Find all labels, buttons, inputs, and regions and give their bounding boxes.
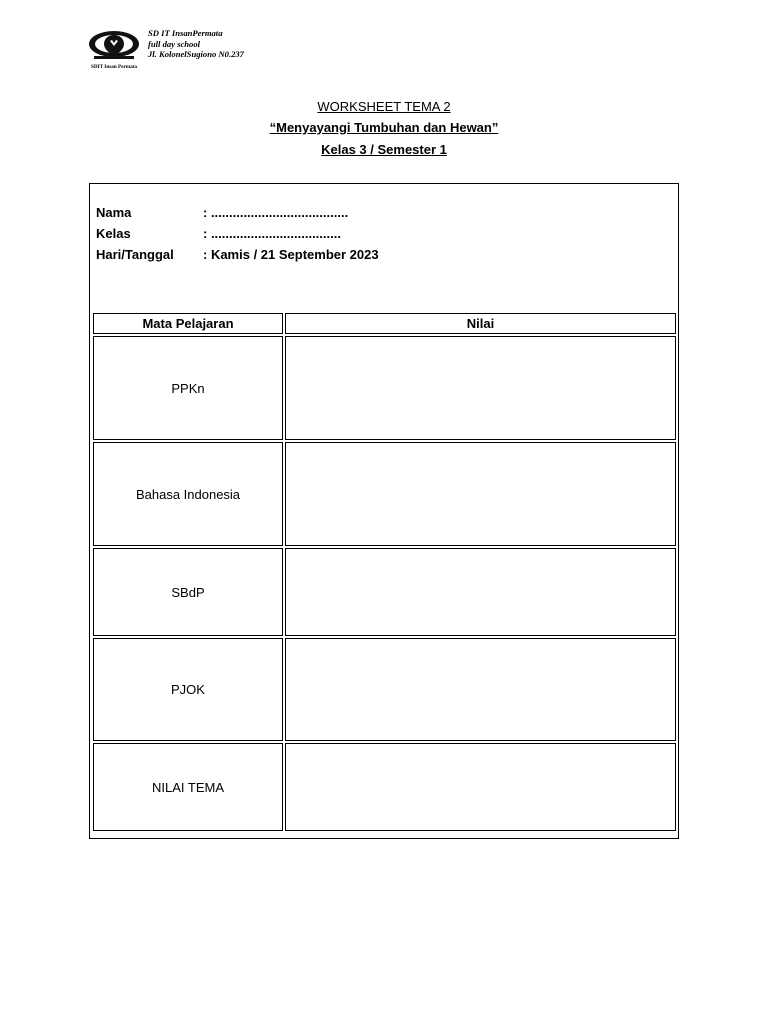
identity-value: : ...................................... (203, 205, 349, 220)
subject-cell: SBdP (93, 548, 283, 636)
header-subject: Mata Pelajaran (93, 313, 283, 334)
subject-cell: PPKn (93, 336, 283, 440)
table-row (93, 336, 676, 440)
subject-cell: Bahasa Indonesia (93, 442, 283, 546)
worksheet-title: WORKSHEET TEMA 2 (317, 99, 451, 114)
score-cell[interactable] (285, 638, 676, 741)
subject-cell: NILAI TEMA (93, 743, 283, 831)
identity-label: Hari/Tanggal (96, 247, 174, 262)
identity-label: Nama (96, 205, 132, 220)
score-table (91, 311, 678, 833)
worksheet-class: Kelas 3 / Semester 1 (321, 142, 447, 157)
logo-caption: SDIT Insan Permata (90, 64, 138, 70)
table-row (93, 743, 676, 831)
score-cell[interactable] (285, 743, 676, 831)
header-score: Nilai (285, 313, 676, 334)
score-cell[interactable] (285, 442, 676, 546)
score-cell[interactable] (285, 336, 676, 440)
school-info (148, 28, 244, 60)
school-address: Jl. KolonelSugiono N0.237 (148, 49, 244, 59)
worksheet-theme: “Menyayangi Tumbuhan dan Hewan” (269, 120, 499, 135)
table-header-row (93, 313, 676, 334)
identity-value: : .................................... (203, 226, 341, 241)
table-row (93, 548, 676, 636)
subject-cell: PJOK (93, 638, 283, 741)
table-row (93, 442, 676, 546)
table-row (93, 638, 676, 741)
score-cell[interactable] (285, 548, 676, 636)
school-name: SD IT InsanPermata (148, 28, 223, 38)
school-crest-icon (86, 27, 142, 71)
school-logo (86, 27, 142, 71)
identity-value: : Kamis / 21 September 2023 (203, 247, 379, 262)
identity-label: Kelas (96, 226, 131, 241)
school-type: full day school (148, 38, 201, 49)
